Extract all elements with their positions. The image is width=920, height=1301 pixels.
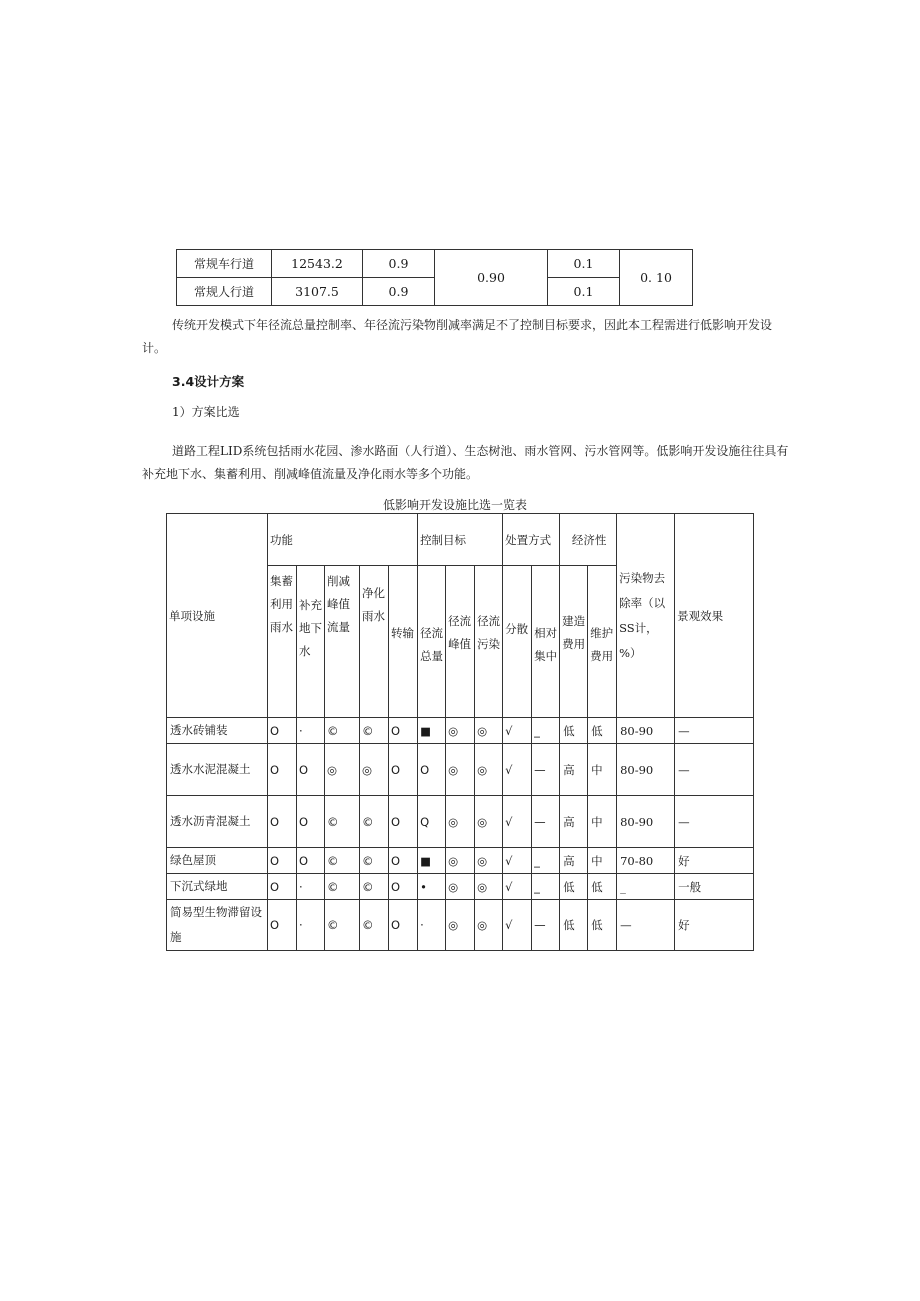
cell-centralized: _ xyxy=(532,874,560,900)
cell-storage: O xyxy=(268,848,297,874)
cell-pollutant-rate: 80-90 xyxy=(617,718,675,744)
cell-landscape: — xyxy=(675,744,754,796)
area-cell: 3107.5 xyxy=(272,278,363,306)
cell-convey: O xyxy=(389,718,418,744)
cell-build-cost: 低 xyxy=(560,900,588,951)
runoff-table xyxy=(176,249,693,306)
cell-convey: O xyxy=(389,848,418,874)
facility-name: 透水砖铺装 xyxy=(167,718,268,744)
cell-centralized: _ xyxy=(532,718,560,744)
cell-landscape: 好 xyxy=(675,900,754,951)
cell-recharge: O xyxy=(297,848,325,874)
paragraph-lid-intro: 道路工程LID系统包括雨水花园、渗水路面（人行道）、生态树池、雨水管网、污水管网等。低影响开发设施往往具有补充地下水、集蓄利用、削减峰值流量及净化雨水等多个功能。 xyxy=(142,444,789,481)
sub-header-recharge: 补充地下水 xyxy=(297,566,325,718)
merged-rate-cell: 0. 10 xyxy=(620,250,693,306)
cell-purify: © xyxy=(360,796,389,848)
function-header: 功能 xyxy=(268,514,418,566)
cell-runoff-pollution: ◎ xyxy=(475,718,503,744)
merged-coef-cell: 0.90 xyxy=(435,250,548,306)
rate-cell: 0.1 xyxy=(548,250,620,278)
cell-peak-reduction: © xyxy=(325,848,360,874)
cell-peak-reduction: © xyxy=(325,718,360,744)
cell-runoff-volume: ■ xyxy=(418,718,446,744)
cell-centralized: _ xyxy=(532,848,560,874)
cell-runoff-pollution: ◎ xyxy=(475,796,503,848)
sub-header-purify: 净化雨水 xyxy=(360,566,389,718)
cell-maintain-cost: 低 xyxy=(588,900,617,951)
cell-recharge: O xyxy=(297,744,325,796)
cell-landscape: 一般 xyxy=(675,874,754,900)
cell-recharge: O xyxy=(297,796,325,848)
sub-header-peak-reduction: 削减峰值流量 xyxy=(325,566,360,718)
cell-maintain-cost: 中 xyxy=(588,848,617,874)
cell-runoff-volume: • xyxy=(418,874,446,900)
cell-runoff-volume: · xyxy=(418,900,446,951)
cell-convey: O xyxy=(389,874,418,900)
cell-pollutant-rate: 80-90 xyxy=(617,796,675,848)
table-caption: 低影响开发设施比选一览表 xyxy=(383,498,528,512)
table-row xyxy=(167,744,754,796)
sub-header-storage: 集蓄利用雨水 xyxy=(268,566,297,718)
cell-maintain-cost: 低 xyxy=(588,874,617,900)
cell-landscape: — xyxy=(675,718,754,744)
cell-purify: © xyxy=(360,900,389,951)
cell-centralized: — xyxy=(532,744,560,796)
cell-build-cost: 低 xyxy=(560,874,588,900)
cell-runoff-pollution: ◎ xyxy=(475,848,503,874)
sub-header-dispersed: 分散 xyxy=(503,566,532,718)
paragraph-conclusion: 传统开发模式下年径流总量控制率、年径流污染物削减率满足不了控制目标要求，因此本工程需进行低影响开发设计。 xyxy=(142,318,773,355)
coef-cell: 0.9 xyxy=(363,278,435,306)
cell-dispersed: √ xyxy=(503,848,532,874)
sub-header-build-cost: 建造费用 xyxy=(560,566,588,718)
sub-heading: 1）方案比选 xyxy=(172,405,240,419)
cell-build-cost: 高 xyxy=(560,848,588,874)
cell-storage: O xyxy=(268,900,297,951)
cell-convey: O xyxy=(389,900,418,951)
cell-peak-reduction: ◎ xyxy=(325,744,360,796)
cell-maintain-cost: 中 xyxy=(588,796,617,848)
table-row xyxy=(167,718,754,744)
cell-purify: ◎ xyxy=(360,744,389,796)
cell-convey: O xyxy=(389,796,418,848)
coef-cell: 0.9 xyxy=(363,250,435,278)
facility-name: 透水沥青混凝土 xyxy=(167,796,268,848)
cell-storage: O xyxy=(268,874,297,900)
sub-header-runoff-peak: 径流峰值 xyxy=(446,566,475,718)
facility-name: 下沉式绿地 xyxy=(167,874,268,900)
sub-header-runoff-volume: 径流总量 xyxy=(418,566,446,718)
cell-landscape: 好 xyxy=(675,848,754,874)
cell-build-cost: 低 xyxy=(560,718,588,744)
cell-pollutant-rate: 70-80 xyxy=(617,848,675,874)
table-row xyxy=(167,796,754,848)
cell-runoff-peak: ◎ xyxy=(446,874,475,900)
cell-runoff-peak: ◎ xyxy=(446,848,475,874)
cell-pollutant-rate: 80-90 xyxy=(617,744,675,796)
sub-header-centralized: 相对集中 xyxy=(532,566,560,718)
lid-comparison-table xyxy=(166,513,754,951)
control-header: 控制目标 xyxy=(418,514,503,566)
mode-header: 处置方式 xyxy=(503,514,560,566)
cell-peak-reduction: © xyxy=(325,900,360,951)
section-heading: 3.4设计方案 xyxy=(172,374,245,389)
cell-recharge: · xyxy=(297,718,325,744)
cell-pollutant-rate: _ xyxy=(617,874,675,900)
cell-runoff-pollution: ◎ xyxy=(475,874,503,900)
cell-runoff-peak: ◎ xyxy=(446,744,475,796)
table-row xyxy=(167,874,754,900)
cell-recharge: · xyxy=(297,874,325,900)
cell-storage: O xyxy=(268,796,297,848)
economy-header: 经济性 xyxy=(560,514,617,566)
road-type-cell: 常规人行道 xyxy=(177,278,272,306)
cell-dispersed: √ xyxy=(503,796,532,848)
cell-dispersed: √ xyxy=(503,900,532,951)
pollutant-header: 污染物去除率（以SS计，%） xyxy=(617,514,675,718)
cell-peak-reduction: © xyxy=(325,796,360,848)
cell-dispersed: √ xyxy=(503,874,532,900)
cell-runoff-pollution: ◎ xyxy=(475,900,503,951)
cell-centralized: — xyxy=(532,900,560,951)
cell-purify: © xyxy=(360,718,389,744)
cell-purify: © xyxy=(360,874,389,900)
cell-build-cost: 高 xyxy=(560,744,588,796)
cell-dispersed: √ xyxy=(503,744,532,796)
table-row xyxy=(177,250,693,278)
facility-name: 简易型生物滞留设施 xyxy=(167,900,268,951)
cell-peak-reduction: © xyxy=(325,874,360,900)
cell-centralized: — xyxy=(532,796,560,848)
header-row xyxy=(167,514,754,566)
cell-build-cost: 高 xyxy=(560,796,588,848)
cell-purify: © xyxy=(360,848,389,874)
cell-runoff-volume: Q xyxy=(418,796,446,848)
landscape-header: 景观效果 xyxy=(675,514,754,718)
cell-storage: O xyxy=(268,718,297,744)
cell-runoff-pollution: ◎ xyxy=(475,744,503,796)
cell-storage: O xyxy=(268,744,297,796)
cell-maintain-cost: 中 xyxy=(588,744,617,796)
cell-runoff-volume: ■ xyxy=(418,848,446,874)
area-cell: 12543.2 xyxy=(272,250,363,278)
sub-header-runoff-pollution: 径流污染 xyxy=(475,566,503,718)
road-type-cell: 常规车行道 xyxy=(177,250,272,278)
cell-pollutant-rate: — xyxy=(617,900,675,951)
cell-dispersed: √ xyxy=(503,718,532,744)
cell-recharge: · xyxy=(297,900,325,951)
sub-header-convey: 转输 xyxy=(389,566,418,718)
facility-name: 绿色屋顶 xyxy=(167,848,268,874)
cell-runoff-peak: ◎ xyxy=(446,718,475,744)
rate-cell: 0.1 xyxy=(548,278,620,306)
cell-landscape: — xyxy=(675,796,754,848)
table-row xyxy=(167,900,754,951)
facility-header: 单项设施 xyxy=(167,514,268,718)
cell-maintain-cost: 低 xyxy=(588,718,617,744)
cell-runoff-volume: O xyxy=(418,744,446,796)
table-row xyxy=(167,848,754,874)
cell-convey: O xyxy=(389,744,418,796)
sub-header-maintain-cost: 维护费用 xyxy=(588,566,617,718)
facility-name: 透水水泥混凝土 xyxy=(167,744,268,796)
cell-runoff-peak: ◎ xyxy=(446,900,475,951)
cell-runoff-peak: ◎ xyxy=(446,796,475,848)
